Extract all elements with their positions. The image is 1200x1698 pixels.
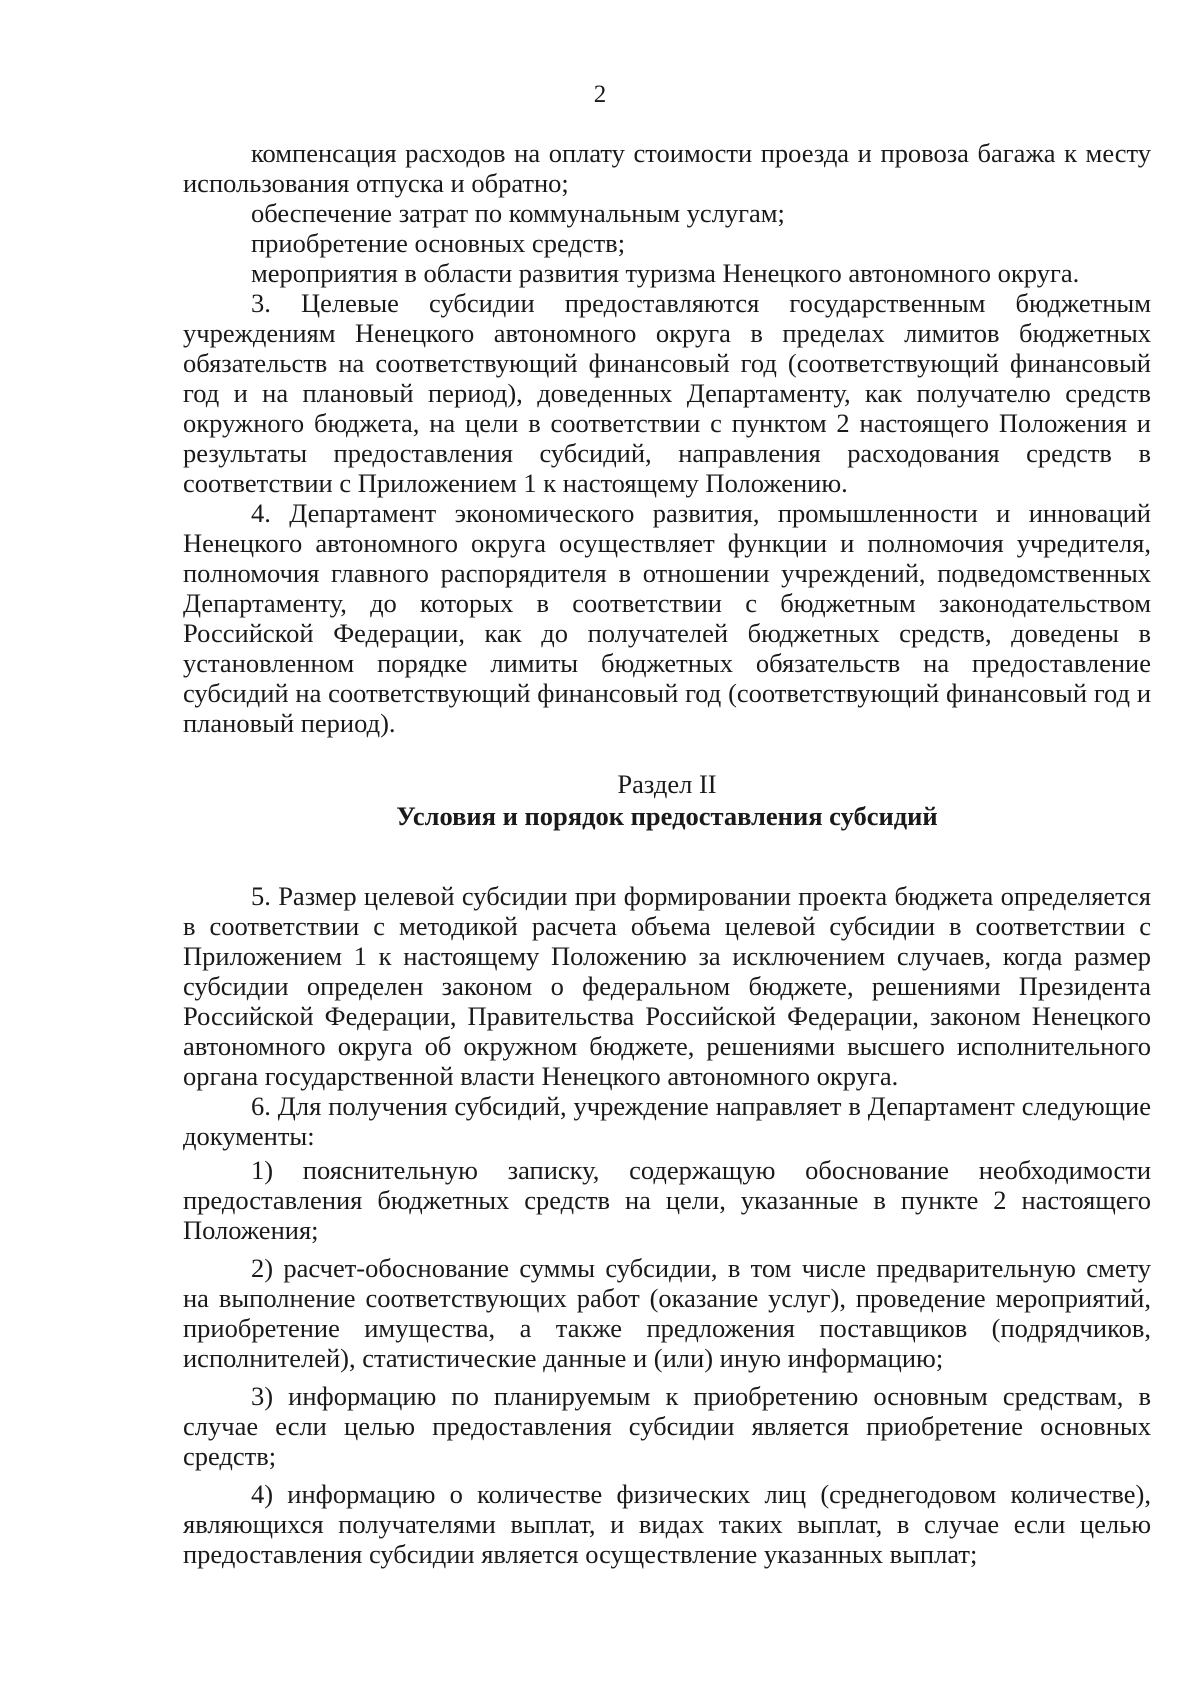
paragraph-item-6: 6. Для получения субсидий, учреждение направляет в Департамент следующие документы:: [183, 1091, 1151, 1151]
paragraph-travel-compensation: компенсация расходов на оплату стоимости проезда и провоза багажа к месту использования отпуска и обратно;: [183, 138, 1151, 198]
paragraphs-block-2: [183, 881, 1151, 1569]
paragraph-item-4: 4. Департамент экономического развития, промышленности и инноваций Ненецкого автономного округа осуществляет функции и полномочия учредителя, полномочия главного распорядителя в отношении учреждений, подведомственных Департаменту, до которых в соответствии с бюджетным законодательством Российской Федерации, как до получателей бюджетных средств, доведены в установленном порядке лимиты бюджетных обязательств на предоставление субсидий на соответствующий финансовый год (соответствующий финансовый год и плановый период).: [183, 498, 1151, 738]
section-number: Раздел II: [617, 769, 717, 799]
paragraph-item-5: 5. Размер целевой субсидии при формировании проекта бюджета определяется в соответствии с методикой расчета объема целевой субсидии в соответствии с Приложением 1 к настоящему Положению за исключением случаев, когда размер субсидии определен законом о федеральном бюджете, решениями Президента Российской Федерации, Правительства Российской Федерации, законом Ненецкого автономного округа об окружном бюджете, решениями высшего исполнительного органа государственной власти Ненецкого автономного округа.: [183, 881, 1151, 1091]
paragraph-subitem-1: 1) пояснительную записку, содержащую обоснование необходимости предоставления бюджетных средств на цели, указанные в пункте 2 настоящего Положения;: [183, 1155, 1151, 1245]
paragraph-utilities: обеспечение затрат по коммунальным услугам;: [251, 198, 785, 228]
section-title: Условия и порядок предоставления субсидий: [396, 801, 938, 831]
paragraphs-block-1: [183, 138, 1151, 738]
paragraph-subitem-2: 2) расчет-обоснование суммы субсидии, в том числе предварительную смету на выполнение соответствующих работ (оказание услуг), проведение мероприятий, приобретение имущества, а также предложения поставщиков (подрядчиков, исполнителей), статистические данные и (или) иную информацию;: [183, 1253, 1151, 1373]
paragraph-tourism: мероприятия в области развития туризма Ненецкого автономного округа.: [251, 258, 1080, 288]
page-number: 2: [593, 81, 607, 108]
section-heading: [183, 768, 1151, 832]
paragraph-item-3: 3. Целевые субсидии предоставляются государственным бюджетным учреждениям Ненецкого автономного округа в пределах лимитов бюджетных обязательств на соответствующий финансовый год (соответствующий финансовый год и на плановый период), доведенных Департаменту, как получателю средств окружного бюджета, на цели в соответствии с пунктом 2 настоящего Положения и результаты предоставления субсидий, направления расходования средств в соответствии с Приложением 1 к настоящему Положению.: [183, 288, 1151, 498]
paragraph-fixed-assets: приобретение основных средств;: [251, 228, 626, 258]
paragraph-subitem-3: 3) информацию по планируемым к приобретению основным средствам, в случае если целью предоставления субсидии является приобретение основных средств;: [183, 1381, 1151, 1471]
paragraph-subitem-4: 4) информацию о количестве физических лиц (среднегодовом количестве), являющихся получателями выплат, и видах таких выплат, в случае если целью предоставления субсидии является осуществление указанных выплат;: [183, 1479, 1151, 1569]
